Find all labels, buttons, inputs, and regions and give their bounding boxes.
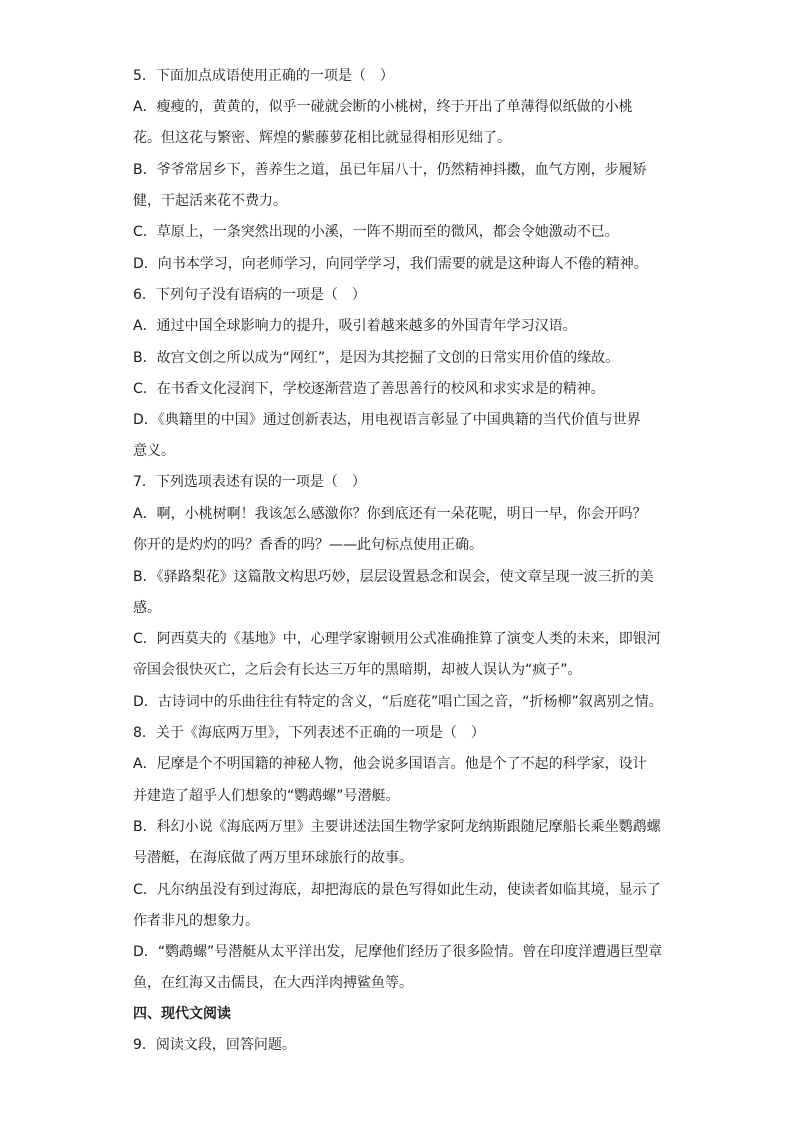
question-5-option-a-cont: 花。但这花与繁密、辉煌的紫藤萝花相比就显得相形见绌了。 — [133, 130, 511, 146]
question-5-option-b: B．爷爷常居乡下，善养生之道，虽已年届八十，仍然精神抖擞，血气方刚，步履矫 — [133, 162, 647, 178]
question-6-option-d: D．《典籍里的中国》通过创新表达，用电视语言彰显了中国典籍的当代价值与世界 — [133, 412, 641, 428]
question-8-option-a: A．尼摩是个不明国籍的神秘人物，他会说多国语言。他是个了不起的科学家，设计 — [133, 756, 647, 772]
question-7-option-c: C．阿西莫夫的《基地》中，心理学家谢顿用公式准确推算了演变人类的未来，即银河 — [133, 631, 661, 647]
question-6-option-b: B．故宫文创之所以成为“网红”，是因为其挖掘了文创的日常实用价值的缘故。 — [133, 350, 620, 366]
question-6-option-a: A．通过中国全球影响力的提升，吸引着越来越多的外国青年学习汉语。 — [133, 318, 577, 334]
question-8-option-c: C．凡尔纳虽没有到过海底，却把海底的景色写得如此生动，使读者如临其境，显示了 — [133, 882, 661, 898]
section-heading-modern-reading: 四、现代文阅读 — [133, 1006, 231, 1022]
question-6-option-d-cont: 意义。 — [133, 443, 175, 459]
question-5-option-d: D．向书本学习，向老师学习，向同学学习，我们需要的就是这种诲人不倦的精神。 — [133, 256, 648, 272]
question-8-option-d: D．“鹦鹉螺”号潜艇从太平洋出发，尼摩他们经历了很多险情。曾在印度洋遭遇巨型章 — [133, 944, 663, 960]
question-7-option-b: B．《驿路梨花》这篇散文构思巧妙，层层设置悬念和误会，使文章呈现一波三折的美 — [133, 569, 654, 585]
question-7-stem: 7．下列选项表述有误的一项是（ ） — [133, 474, 366, 490]
question-9-stem: 9．阅读文段，回答问题。 — [133, 1037, 296, 1053]
question-7-option-a-cont: 你开的是灼灼的吗？香香的吗？——此句标点使用正确。 — [133, 537, 483, 553]
question-6-option-c: C．在书香文化浸润下，学校逐渐营造了善思善行的校风和求实求是的精神。 — [133, 381, 605, 397]
question-8-option-b: B．科幻小说《海底两万里》主要讲述法国生物学家阿龙纳斯跟随尼摩船长乘坐鹦鹉螺 — [133, 819, 661, 835]
question-5-option-c: C．草原上，一条突然出现的小溪，一阵不期而至的微风，都会令她激动不已。 — [133, 224, 619, 240]
question-8-option-b-cont: 号潜艇，在海底做了两万里环球旅行的故事。 — [133, 850, 413, 866]
question-7-option-a: A．啊，小桃树啊！我该怎么感激你？你到底还有一朵花呢，明日一早，你会开吗？ — [133, 506, 647, 522]
question-7-option-c-cont: 帝国会很快灭亡，之后会有长达三万年的黑暗期，却被人误认为“疯子”。 — [133, 662, 582, 678]
question-8-option-d-cont: 鱼，在红海又击儒艮，在大西洋肉搏鲨鱼等。 — [133, 975, 413, 991]
question-7-option-d: D．古诗词中的乐曲往往有特定的含义，“后庭花”唱亡国之音，“折杨柳”叙离别之情。 — [133, 694, 663, 710]
question-8-option-c-cont: 作者非凡的想象力。 — [133, 913, 259, 929]
question-5-stem: 5．下面加点成语使用正确的一项是（ ） — [133, 68, 394, 84]
question-7-option-b-cont: 感。 — [133, 600, 161, 616]
question-5-option-b-cont: 健，干起活来花不费力。 — [133, 193, 287, 209]
question-8-stem: 8．关于《海底两万里》，下列表述不正确的一项是（ ） — [133, 725, 485, 741]
question-5-option-a: A．瘦瘦的，黄黄的，似乎一碰就会断的小桃树，终于开出了单薄得似纸做的小桃 — [133, 99, 633, 115]
question-6-stem: 6．下列句子没有语病的一项是（ ） — [133, 287, 366, 303]
question-8-option-a-cont: 并建造了超乎人们想象的“鹦鹉螺”号潜艇。 — [133, 788, 400, 804]
